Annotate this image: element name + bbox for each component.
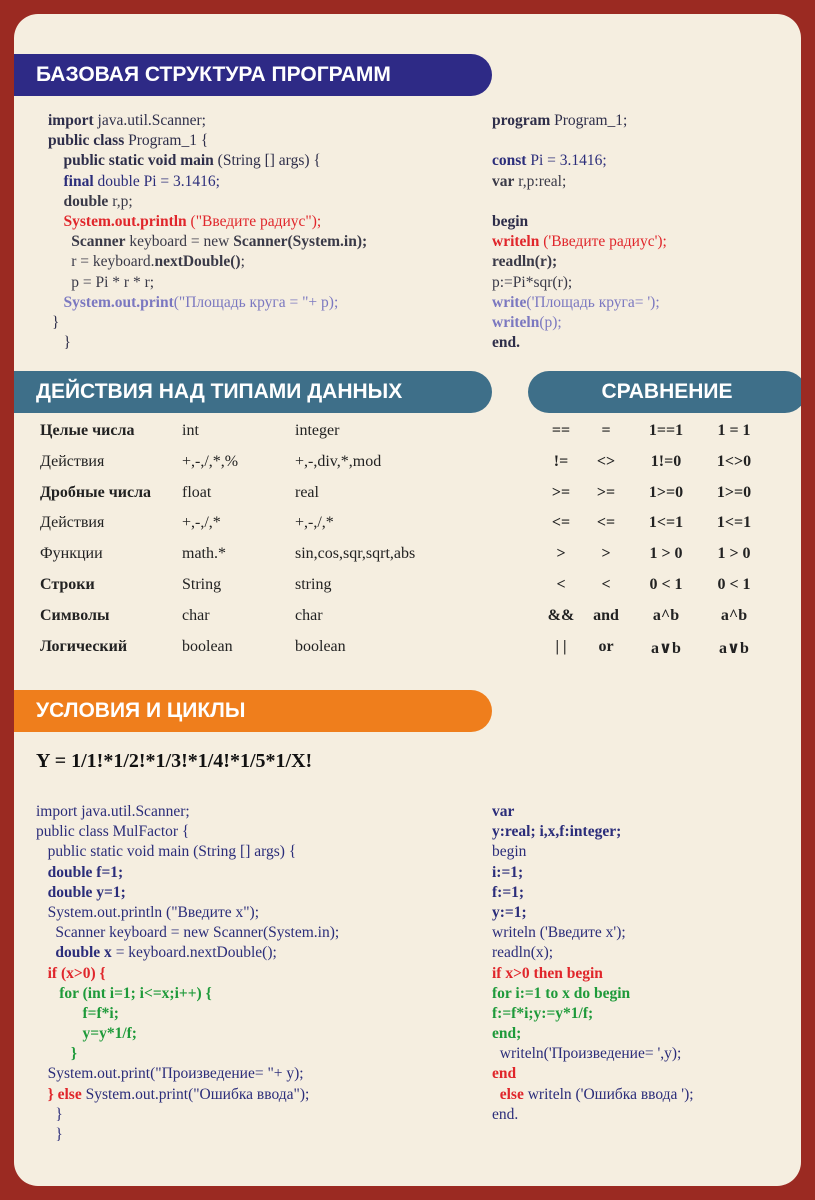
types-cell-pascal: integer bbox=[295, 422, 340, 439]
code-token: p:=Pi*sqr(r); bbox=[492, 273, 573, 291]
code-line bbox=[48, 313, 367, 333]
code-token: ("Площадь круга = "+ p); bbox=[173, 293, 339, 311]
code-line bbox=[36, 842, 339, 862]
code-line bbox=[36, 964, 339, 984]
pascal-basic-code bbox=[492, 111, 667, 353]
comparison-cell: 0 < 1 bbox=[649, 575, 683, 593]
code-line bbox=[48, 151, 367, 171]
section-banner-conditions-loops: УСЛОВИЯ И ЦИКЛЫ bbox=[14, 690, 492, 732]
types-cell-name: Дробные числа bbox=[40, 483, 152, 501]
section-banner-basic-structure: БАЗОВАЯ СТРУКТУРА ПРОГРАММ bbox=[14, 54, 492, 96]
code-token: ("Введите радиус"); bbox=[186, 212, 322, 230]
code-line bbox=[492, 1004, 694, 1024]
section-banner-data-types: ДЕЙСТВИЯ НАД ТИПАМИ ДАННЫХ bbox=[14, 371, 492, 413]
code-token: begin bbox=[492, 843, 527, 861]
code-line bbox=[36, 1125, 339, 1145]
code-token: ; bbox=[240, 253, 245, 271]
code-line bbox=[492, 131, 667, 151]
code-line bbox=[36, 863, 339, 883]
comparison-cell: 1<=1 bbox=[716, 514, 752, 532]
types-cell-name: Целые числа bbox=[40, 422, 135, 439]
formula: Y = 1/1!*1/2!*1/3!*1/4!*1/5*1/X! bbox=[36, 750, 313, 772]
code-token: else bbox=[499, 1085, 524, 1103]
comparison-cell: >= bbox=[596, 483, 616, 501]
code-line bbox=[48, 111, 367, 131]
code-token: y=y*1/f; bbox=[36, 1025, 137, 1043]
pascal-loop-code bbox=[492, 802, 694, 1125]
code-token: final bbox=[63, 172, 94, 190]
code-token: f:=1; bbox=[492, 883, 525, 901]
code-token: writeln ('Введите x'); bbox=[492, 924, 626, 942]
types-cell-java: String bbox=[182, 575, 222, 593]
code-token: write bbox=[492, 293, 527, 311]
comparison-cell: 1==1 bbox=[648, 422, 684, 439]
comparison-cell: > bbox=[601, 545, 611, 563]
code-token bbox=[36, 1086, 48, 1103]
comparison-row bbox=[526, 422, 801, 453]
code-token bbox=[36, 944, 55, 961]
code-line bbox=[48, 212, 367, 232]
comparison-cell: < bbox=[556, 575, 566, 593]
code-line bbox=[492, 802, 694, 822]
code-token bbox=[48, 233, 71, 250]
java-loop-code bbox=[36, 802, 339, 1145]
types-cell-java: boolean bbox=[182, 637, 233, 655]
types-cell-pascal: boolean bbox=[295, 637, 346, 655]
types-cell-java: char bbox=[182, 606, 210, 624]
types-cell-name: Логический bbox=[40, 637, 128, 655]
types-cell-name: Действия bbox=[40, 514, 105, 532]
code-token: double x bbox=[55, 944, 112, 962]
code-line bbox=[48, 232, 367, 252]
code-token: writeln ('Ошибка ввода '); bbox=[523, 1085, 694, 1103]
code-token: System.out.print("Ошибка ввода"); bbox=[81, 1085, 310, 1103]
comparison-cell: a∨b bbox=[651, 639, 681, 657]
code-line bbox=[492, 273, 667, 293]
code-line bbox=[36, 903, 339, 923]
code-token bbox=[36, 985, 59, 1002]
code-token: double Pi = 3.1416; bbox=[93, 172, 220, 190]
code-token: program bbox=[492, 112, 551, 129]
comparison-row bbox=[526, 576, 801, 607]
code-token: Program_1; bbox=[550, 112, 628, 129]
code-token: public class MulFactor { bbox=[36, 823, 190, 841]
code-token: end. bbox=[492, 1105, 519, 1123]
code-line bbox=[36, 1024, 339, 1044]
code-token: System.out.print bbox=[63, 293, 174, 311]
code-token: end bbox=[492, 1065, 517, 1083]
comparison-cell: or bbox=[598, 637, 614, 655]
comparison-cell: 1>=0 bbox=[648, 483, 684, 501]
code-line bbox=[492, 943, 694, 963]
code-token: Scanner bbox=[71, 233, 126, 251]
code-token: ('Площадь круга= '); bbox=[526, 293, 660, 311]
code-token: } else bbox=[47, 1085, 82, 1103]
comparison-cell: > bbox=[556, 545, 566, 563]
code-token: double y=1; bbox=[36, 883, 126, 901]
comparison-row bbox=[526, 453, 801, 484]
code-token: System.out.println bbox=[63, 212, 187, 230]
types-cell-pascal: real bbox=[295, 483, 319, 501]
comparison-cell: | | bbox=[555, 637, 567, 655]
code-line bbox=[492, 842, 694, 862]
comparison-cell: 1>=0 bbox=[716, 483, 752, 501]
code-token: r,p:real; bbox=[514, 172, 567, 190]
code-token: r = keyboard. bbox=[48, 253, 155, 271]
code-line bbox=[48, 172, 367, 192]
comparison-cell: 1 > 0 bbox=[717, 545, 751, 563]
comparison-cell: 1 > 0 bbox=[649, 545, 683, 563]
comparison-cell: 1<>0 bbox=[716, 452, 752, 470]
code-token: double bbox=[63, 192, 109, 210]
code-line bbox=[492, 964, 694, 984]
code-line bbox=[492, 293, 667, 313]
code-token: Scanner(System.in); bbox=[233, 233, 368, 251]
code-line bbox=[36, 1085, 339, 1105]
comparison-row bbox=[526, 514, 801, 545]
types-cell-pascal: char bbox=[295, 606, 323, 624]
code-token: (p); bbox=[539, 313, 562, 331]
code-line bbox=[492, 212, 667, 232]
code-token: public static void main (String [] args) { bbox=[36, 843, 297, 861]
code-token: p = Pi * r * r; bbox=[48, 273, 155, 291]
code-token: } bbox=[48, 334, 71, 352]
comparison-cell: >= bbox=[551, 483, 571, 501]
code-token: f=f*i; bbox=[36, 1004, 119, 1022]
code-token: f:=f*i;y:=y*1/f; bbox=[492, 1004, 594, 1022]
comparison-cell: 1<=1 bbox=[648, 514, 684, 532]
comparison-cell: a^b bbox=[652, 606, 680, 624]
code-token bbox=[36, 965, 48, 982]
code-token: var bbox=[492, 803, 515, 820]
code-token: readln(x); bbox=[492, 944, 554, 962]
code-line bbox=[492, 822, 694, 842]
comparison-cell: <= bbox=[551, 514, 571, 532]
comparison-cell: 1!=0 bbox=[650, 452, 682, 470]
code-token: i:=1; bbox=[492, 863, 524, 881]
code-line bbox=[36, 1004, 339, 1024]
code-line bbox=[492, 1085, 694, 1105]
code-line bbox=[492, 863, 694, 883]
types-cell-pascal: +,-,div,*,mod bbox=[295, 452, 382, 470]
code-token: y:real; i,x,f:integer; bbox=[492, 823, 622, 841]
code-token: Pi = 3.1416; bbox=[526, 152, 607, 170]
code-line bbox=[492, 313, 667, 333]
code-line bbox=[36, 984, 339, 1004]
code-token: java.util.Scanner; bbox=[93, 112, 206, 129]
code-token: writeln('Произведение= ',y); bbox=[492, 1045, 682, 1063]
code-token: import java.util.Scanner; bbox=[36, 803, 190, 820]
code-line bbox=[492, 111, 667, 131]
comparison-row bbox=[526, 638, 801, 669]
code-token: Program_1 { bbox=[124, 132, 209, 150]
comparison-cell: && bbox=[547, 606, 575, 624]
code-token bbox=[48, 193, 64, 210]
code-token: } bbox=[36, 1105, 63, 1123]
code-line bbox=[48, 131, 367, 151]
code-line bbox=[36, 1064, 339, 1084]
types-cell-name: Действия bbox=[40, 452, 105, 470]
code-line bbox=[492, 1044, 694, 1064]
code-token: keyboard = new bbox=[125, 233, 234, 251]
types-row bbox=[40, 514, 510, 545]
code-token bbox=[48, 213, 64, 230]
comparison-row bbox=[526, 484, 801, 515]
code-token: r,p; bbox=[108, 192, 133, 210]
comparison-cell: a∨b bbox=[719, 639, 749, 657]
types-row bbox=[40, 638, 510, 669]
comparison-cell: <= bbox=[596, 514, 616, 532]
code-token: System.out.println ("Введите x"); bbox=[36, 903, 260, 921]
code-token: } bbox=[36, 1126, 63, 1143]
types-row bbox=[40, 545, 510, 576]
code-token: nextDouble() bbox=[154, 253, 241, 271]
code-token: writeln bbox=[492, 313, 540, 331]
code-line bbox=[492, 1024, 694, 1044]
code-token: const bbox=[492, 152, 527, 170]
code-line bbox=[48, 333, 367, 353]
code-token bbox=[48, 294, 64, 311]
code-token: public class bbox=[48, 132, 125, 150]
comparison-row bbox=[526, 607, 801, 638]
comparison-cell: <> bbox=[596, 452, 616, 470]
types-cell-name: Символы bbox=[40, 606, 110, 624]
types-cell-java: math.* bbox=[182, 545, 226, 563]
code-token: import bbox=[48, 112, 94, 129]
code-token: } bbox=[48, 313, 60, 331]
code-token: end. bbox=[492, 334, 520, 352]
comparison-cell: and bbox=[593, 606, 619, 624]
comparison-cell: == bbox=[551, 422, 571, 439]
types-row bbox=[40, 453, 510, 484]
code-token: end; bbox=[492, 1025, 522, 1043]
types-row bbox=[40, 607, 510, 638]
code-token: y:=1; bbox=[492, 903, 527, 921]
code-line bbox=[492, 172, 667, 192]
data-types-table bbox=[40, 422, 510, 668]
code-line bbox=[492, 151, 667, 171]
code-token: = keyboard.nextDouble(); bbox=[111, 944, 277, 962]
comparison-row bbox=[526, 545, 801, 576]
code-line bbox=[36, 923, 339, 943]
code-line bbox=[492, 252, 667, 272]
types-cell-name: Функции bbox=[40, 545, 103, 563]
code-line bbox=[492, 883, 694, 903]
types-cell-java: float bbox=[182, 483, 212, 501]
types-cell-java: int bbox=[182, 422, 199, 439]
code-token: readln(r); bbox=[492, 253, 558, 271]
comparison-cell: = bbox=[601, 422, 611, 439]
code-token: } bbox=[36, 1045, 77, 1063]
code-token: double f=1; bbox=[36, 863, 124, 881]
code-line bbox=[492, 984, 694, 1004]
code-line bbox=[36, 883, 339, 903]
types-cell-pascal: sin,cos,sqr,sqrt,abs bbox=[295, 545, 416, 563]
types-cell-pascal: string bbox=[295, 575, 332, 593]
code-token: ('Введите радиус'); bbox=[539, 233, 667, 251]
comparison-cell: 0 < 1 bbox=[717, 575, 751, 593]
code-line bbox=[36, 943, 339, 963]
code-line bbox=[492, 232, 667, 252]
code-line bbox=[492, 1105, 694, 1125]
code-line bbox=[48, 293, 367, 313]
code-line bbox=[492, 903, 694, 923]
code-token: (String [] args) { bbox=[213, 152, 321, 170]
code-line bbox=[48, 273, 367, 293]
code-token: writeln bbox=[492, 233, 540, 251]
types-cell-name: Строки bbox=[40, 575, 95, 593]
comparison-cell: < bbox=[601, 575, 611, 593]
code-line bbox=[48, 252, 367, 272]
types-row bbox=[40, 576, 510, 607]
code-token: if (x>0) { bbox=[47, 964, 106, 982]
code-token: begin bbox=[492, 212, 529, 230]
types-cell-pascal: +,-,/,* bbox=[295, 514, 334, 532]
cheat-sheet bbox=[14, 14, 801, 1186]
code-token: public static void main bbox=[48, 152, 214, 170]
section-banner-comparison: СРАВНЕНИЕ bbox=[528, 371, 801, 413]
code-token: Scanner keyboard = new Scanner(System.in); bbox=[36, 924, 340, 942]
code-line bbox=[492, 1064, 694, 1084]
comparison-cell: a^b bbox=[720, 606, 748, 624]
types-row bbox=[40, 422, 510, 453]
code-line bbox=[36, 1105, 339, 1125]
code-line bbox=[492, 333, 667, 353]
code-token: for (int i=1; i<=x;i++) { bbox=[59, 984, 212, 1002]
code-line bbox=[48, 192, 367, 212]
code-line bbox=[492, 192, 667, 212]
code-token: var bbox=[492, 172, 515, 190]
comparison-table bbox=[526, 422, 801, 668]
code-token bbox=[48, 173, 64, 190]
code-token: for i:=1 to x do begin bbox=[492, 984, 631, 1002]
code-token: if x>0 then begin bbox=[492, 964, 603, 982]
code-token: System.out.print("Произведение= "+ y); bbox=[36, 1065, 304, 1083]
code-token bbox=[492, 1086, 500, 1103]
java-basic-code bbox=[48, 111, 367, 353]
comparison-cell: != bbox=[553, 452, 569, 470]
code-line bbox=[36, 802, 339, 822]
code-line bbox=[492, 923, 694, 943]
types-row bbox=[40, 484, 510, 515]
types-cell-java: +,-,/,* bbox=[182, 514, 221, 532]
comparison-cell: 1 = 1 bbox=[717, 422, 751, 439]
code-line bbox=[36, 1044, 339, 1064]
types-cell-java: +,-,/,*,% bbox=[182, 452, 239, 470]
code-line bbox=[36, 822, 339, 842]
